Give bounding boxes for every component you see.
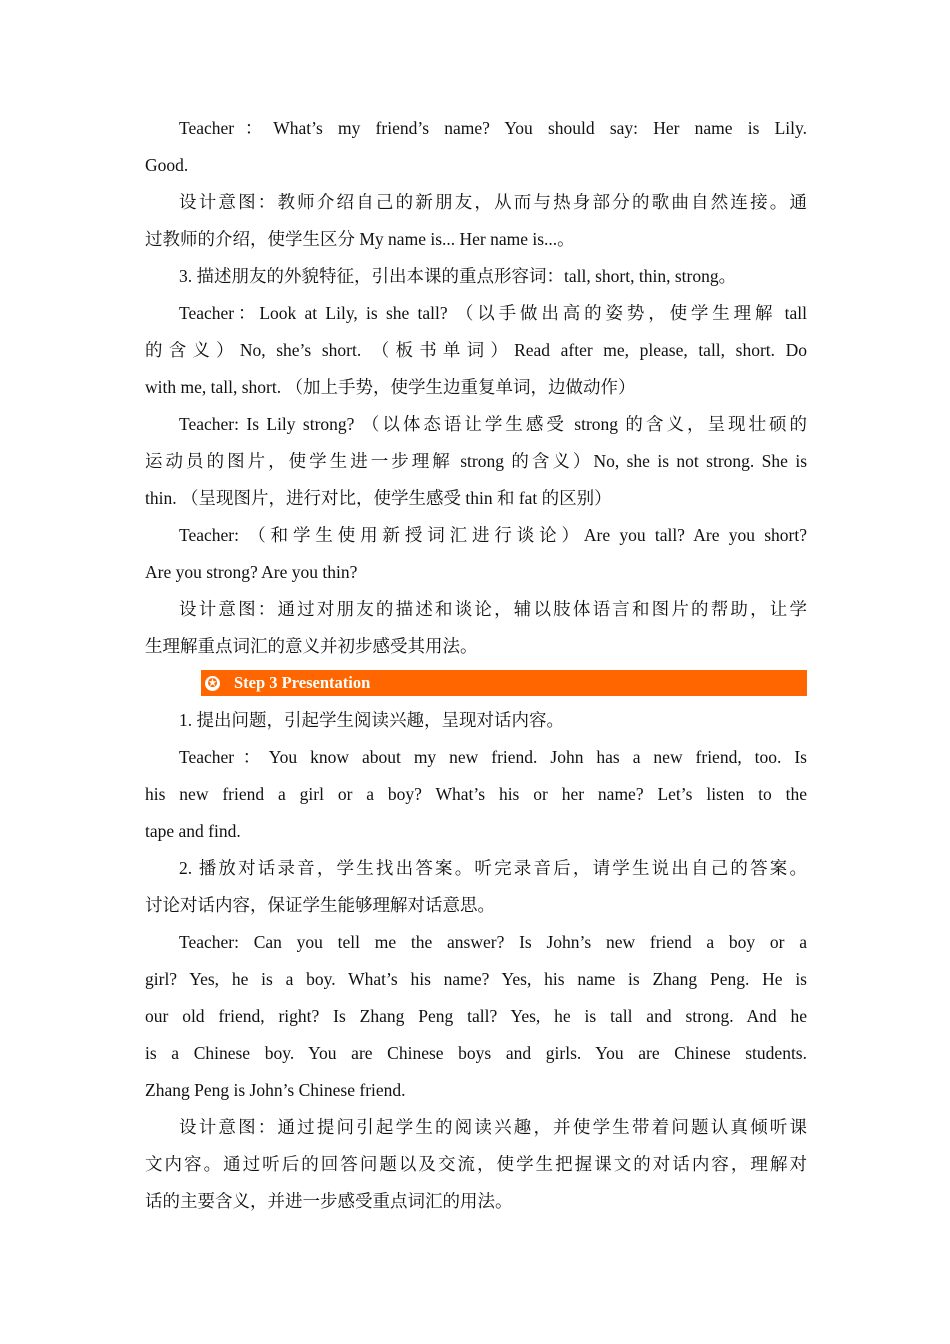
paragraph-line: 生理解重点词汇的意义并初步感受其用法。 [145,636,478,656]
paragraph-line: 设计意图：通过提问引起学生的阅读兴趣，并使学生带着问题认真倾听课 [179,1117,807,1137]
paragraph-line: 设计意图：通过对朋友的描述和谈论，辅以肢体语言和图片的帮助，让学 [179,599,807,619]
paragraph-line: Good. [145,155,189,175]
paragraph-line: 运动员的图片，使学生进一步理解 strong 的含义）No, she is not strong. She is [145,451,807,471]
paragraph-line: our old friend, right? Is Zhang Peng tall? Yes, he is tall and strong. And he [145,1006,807,1026]
paragraph-line: 过教师的介绍，使学生区分 My name is... Her name is...。 [145,229,575,249]
paragraph-line: thin. （呈现图片，进行对比，使学生感受 thin 和 fat 的区别） [145,488,612,508]
paragraph-line: tape and find. [145,821,241,841]
paragraph-line: Teacher：You know about my new friend. John has a new friend, too. Is [179,747,807,767]
paragraph-line: 的含义）No, she’s short. （板书单词）Read after me, please, tall, short. Do [145,340,807,360]
paragraph-line: Teacher: （和学生使用新授词汇进行谈论）Are you tall? Are you short? [179,525,807,545]
paragraph-line: is a Chinese boy. You are Chinese boys and girls. You are Chinese students. [145,1043,807,1063]
paragraph-line: 话的主要含义，并进一步感受重点词汇的用法。 [145,1191,513,1211]
paragraph-line: Teacher：Look at Lily, is she tall? （以手做出高的姿势，使学生理解 tall [179,303,807,323]
paragraph-line: Teacher: Is Lily strong? （以体态语让学生感受 strong 的含义，呈现壮硕的 [179,414,807,434]
paragraph-line: Teacher: Can you tell me the answer? Is John’s new friend a boy or a [179,932,807,952]
paragraph-line: his new friend a girl or a boy? What’s his or her name? Let’s listen to the [145,784,807,804]
paragraph-line: with me, tall, short. （加上手势，使学生边重复单词，边做动作） [145,377,636,397]
paragraph-line: Are you strong? Are you thin? [145,562,358,582]
paragraph-line: 讨论对话内容，保证学生能够理解对话意思。 [145,895,495,915]
paragraph-line: 设计意图：教师介绍自己的新朋友，从而与热身部分的歌曲自然连接。通 [179,192,807,212]
document-page [145,110,807,1220]
star-icon: ✪ [205,676,220,691]
paragraph-line: girl? Yes, he is a boy. What’s his name? Yes, his name is Zhang Peng. He is [145,969,807,989]
paragraph-line: 3. 描述朋友的外貌特征，引出本课的重点形容词：tall, short, thin, strong。 [179,266,737,286]
paragraph-line: 文内容。通过听后的回答问题以及交流，使学生把握课文的对话内容，理解对 [145,1154,807,1174]
paragraph-line: 1. 提出问题，引起学生阅读兴趣，呈现对话内容。 [179,710,564,730]
step-banner-label: Step 3 Presentation [234,673,371,692]
step-banner [201,670,807,696]
paragraph-line: 2. 播放对话录音，学生找出答案。听完录音后，请学生说出自己的答案。 [179,858,807,878]
paragraph-line: Teacher：What’s my friend’s name? You should say: Her name is Lily. [179,118,807,138]
paragraph-line: Zhang Peng is John’s Chinese friend. [145,1080,406,1100]
